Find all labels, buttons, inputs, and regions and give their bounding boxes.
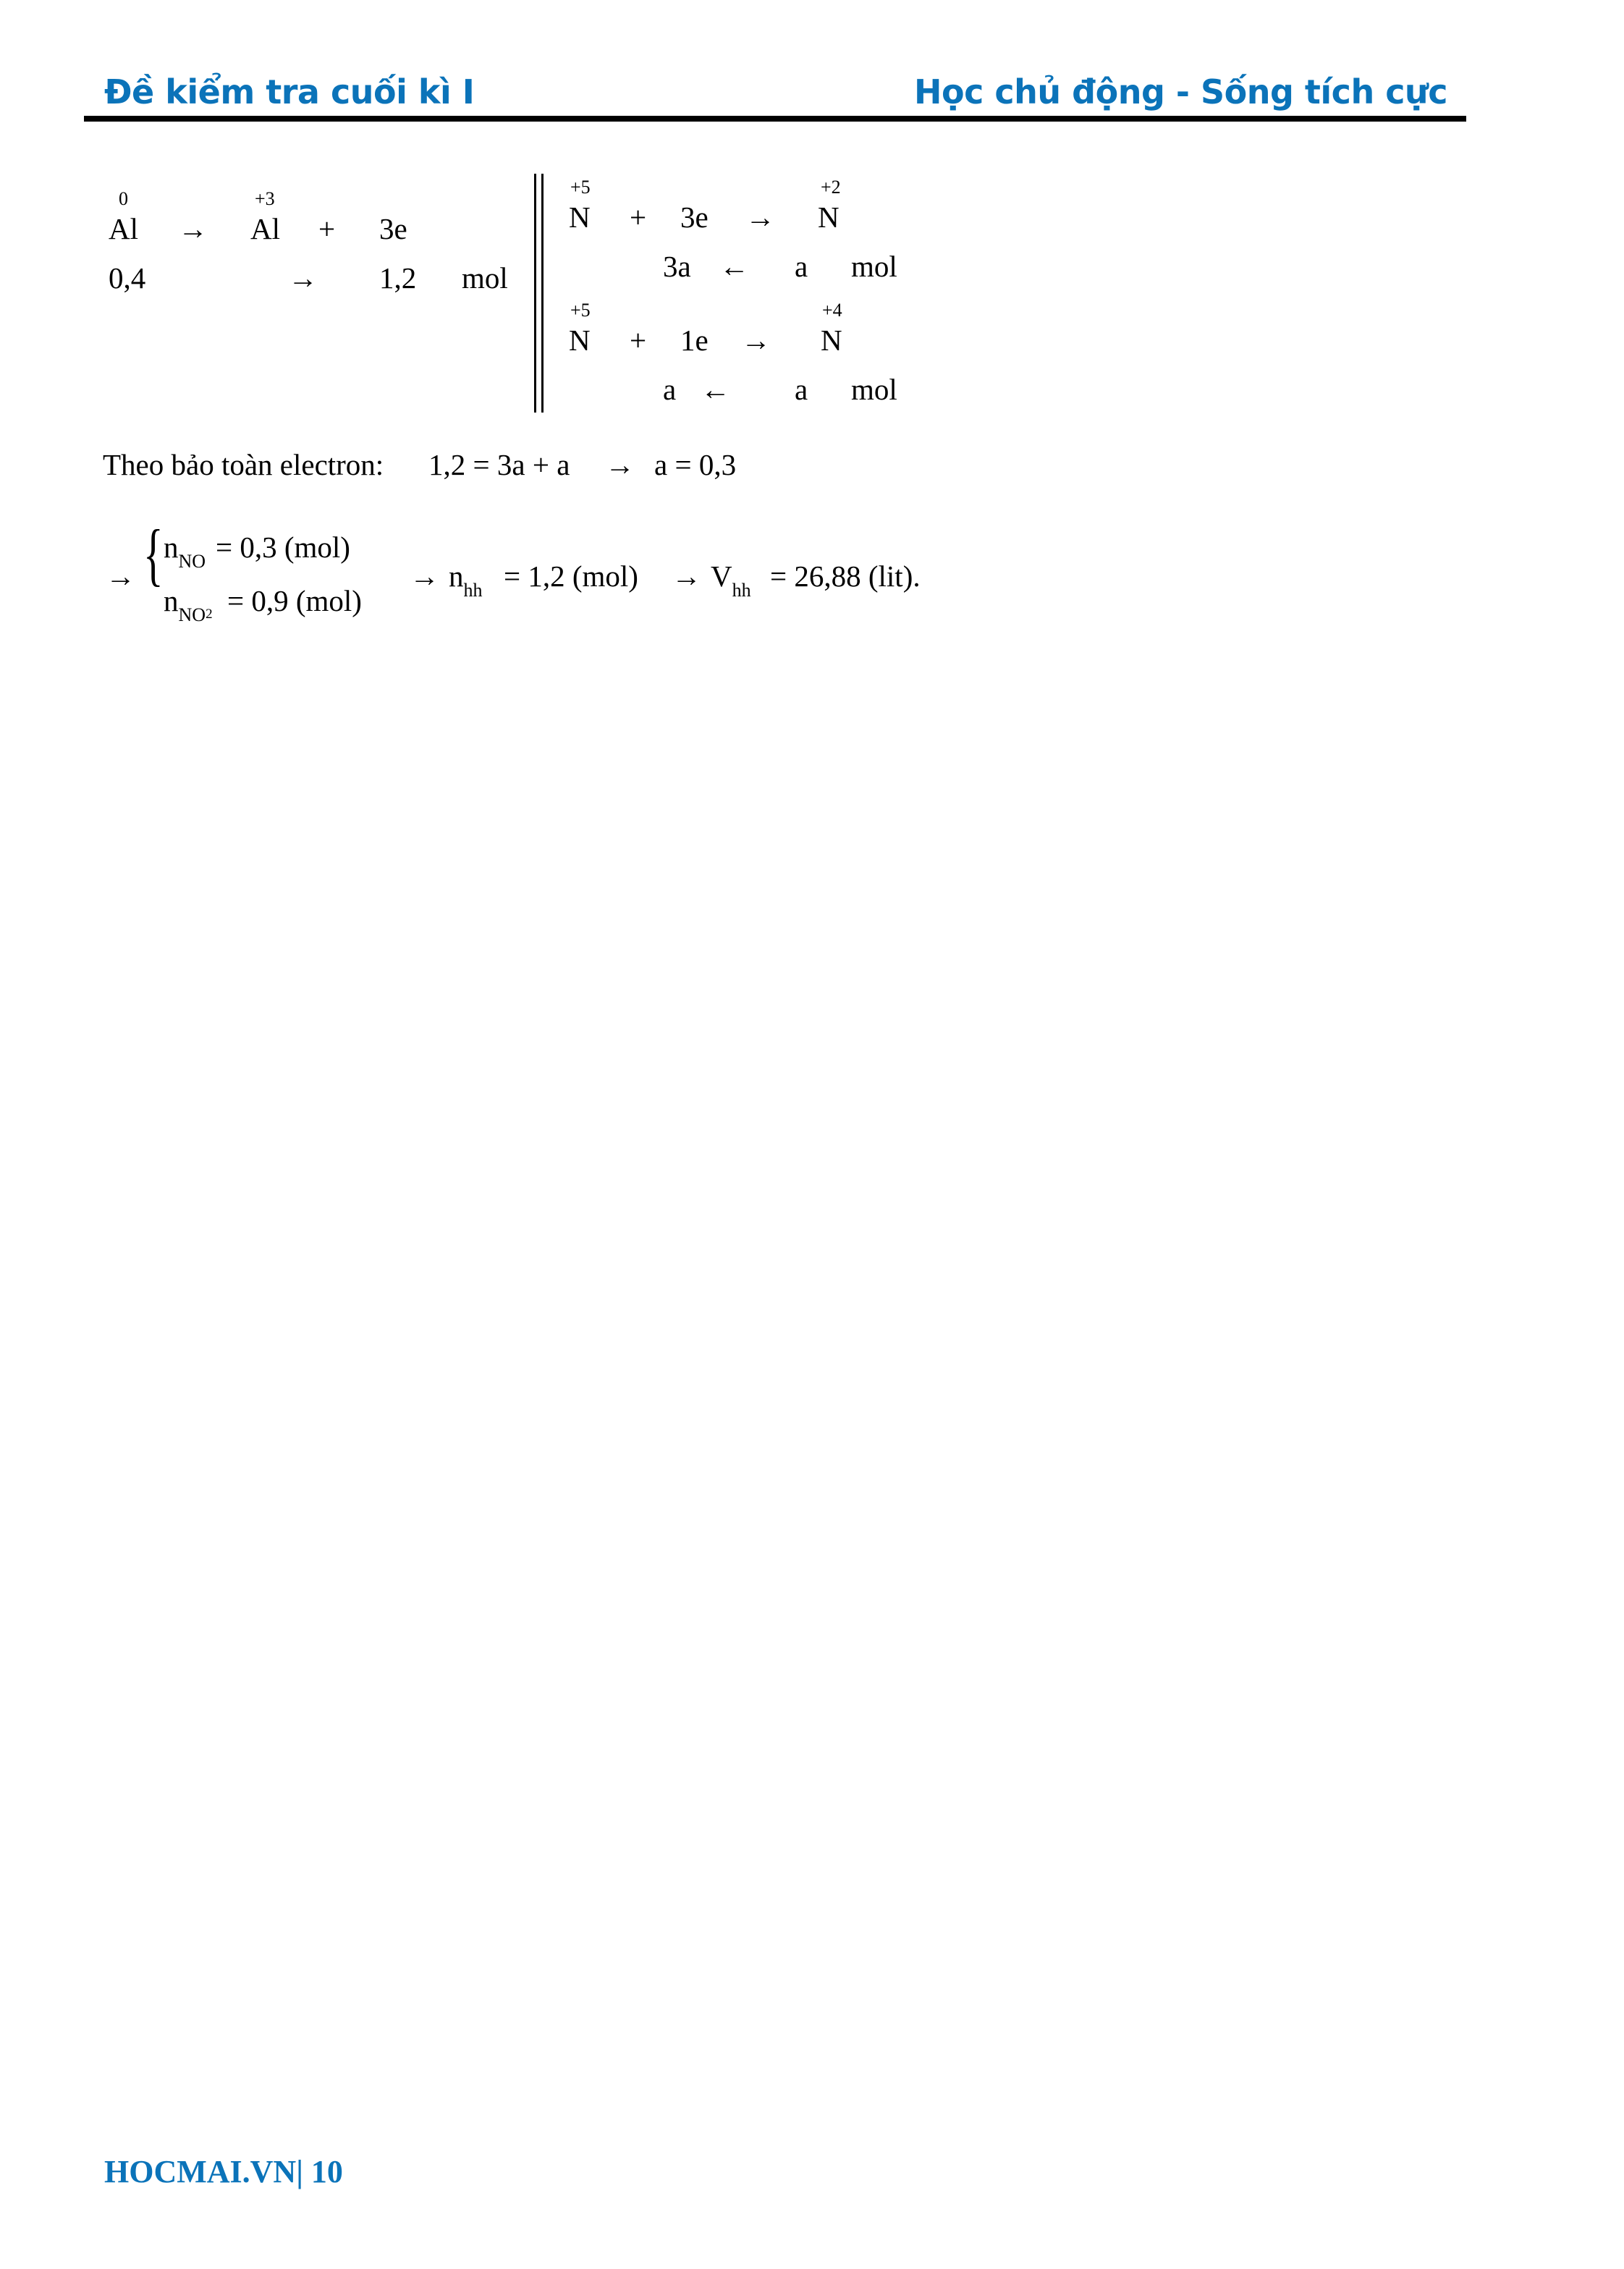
oxidation-state-al3: +3 (255, 188, 275, 209)
unit-mol: mol (851, 250, 897, 283)
conservation-equation: 1,2 = 3a + a (428, 448, 570, 481)
oxidation-state-n2: +2 (821, 177, 841, 198)
left-arrow: ← (719, 250, 749, 283)
separator-line-1 (534, 174, 536, 413)
electrons-3e: 3e (680, 200, 709, 234)
amount-no: $n_{NO}$ (164, 531, 206, 572)
amount-no2-value: = 0,9 (mol) (227, 584, 362, 617)
reaction-arrow: → (288, 261, 318, 295)
species-al-product: Al (250, 212, 280, 245)
plus-sign: + (318, 212, 336, 245)
amount-mixture: $n_{hh}$ (449, 559, 483, 601)
volume-mixture-value: = 26,88 (lit). (770, 559, 921, 593)
unit-mol: mol (462, 261, 508, 295)
reaction-arrow: → (741, 324, 771, 357)
footer-page-label: HOCMAI.VN| 10 (104, 2154, 343, 2189)
plus-sign: + (630, 200, 647, 234)
species-n-reactant: N (569, 324, 591, 357)
reaction-arrow: → (410, 559, 439, 593)
reaction-arrow: → (672, 559, 701, 593)
electrons-1e: 1e (680, 324, 709, 357)
left-arrow: ← (701, 373, 730, 406)
qty-a: a (795, 250, 808, 283)
lead-arrow: → (106, 559, 135, 593)
conservation-result: a = 0,3 (654, 448, 737, 481)
volume-mixture: $V_{hh}$ (711, 559, 751, 601)
qty-a: a (663, 373, 677, 406)
plus-sign: + (630, 324, 647, 357)
qty-electrons: 1,2 (379, 261, 417, 295)
qty-a: a (795, 373, 808, 406)
species-n-product: N (818, 200, 840, 234)
separator-line-2 (541, 174, 544, 413)
amount-no-value: = 0,3 (mol) (216, 531, 350, 564)
species-n-product: N (821, 324, 842, 357)
species-al-reactant: Al (109, 212, 138, 245)
oxidation-state-n5: +5 (570, 300, 591, 321)
conservation-text: Theo bảo toàn electron: (103, 448, 384, 481)
species-n-reactant: N (569, 200, 591, 234)
reaction-arrow: → (178, 212, 208, 245)
qty-3a: 3a (663, 250, 691, 283)
reaction-arrow: → (745, 200, 775, 234)
oxidation-state-al0: 0 (119, 188, 128, 209)
oxidation-state-n5: +5 (570, 177, 591, 198)
amount-mixture-value: = 1,2 (mol) (504, 559, 638, 593)
reaction-arrow: → (605, 448, 635, 481)
unit-mol: mol (851, 373, 897, 406)
system-brace: { (143, 515, 164, 593)
header-left-title: Đề kiểm tra cuối kì I (104, 72, 475, 111)
qty-al: 0,4 (109, 261, 146, 295)
electrons-3e: 3e (379, 212, 407, 245)
amount-no2: $n_{NO2}$ (164, 584, 213, 625)
oxidation-state-n4: +4 (822, 300, 842, 321)
header-right-title: Học chủ động - Sống tích cực (914, 72, 1447, 111)
header-rule (84, 116, 1466, 122)
